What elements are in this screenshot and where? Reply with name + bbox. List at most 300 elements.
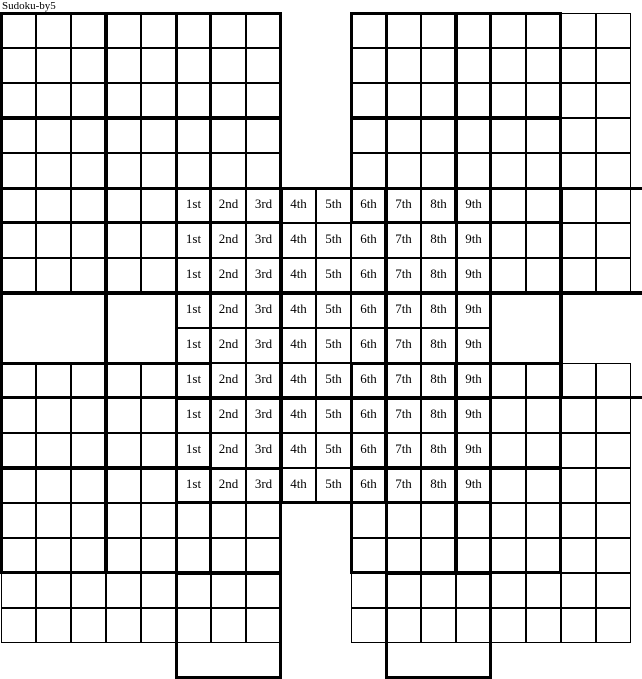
grid-cell[interactable]: [281, 258, 316, 293]
grid-cell[interactable]: [491, 468, 526, 503]
grid-cell[interactable]: [176, 468, 211, 503]
grid-cell[interactable]: [71, 83, 106, 118]
grid-cell[interactable]: [456, 118, 491, 153]
grid-cell[interactable]: [1, 118, 36, 153]
grid-cell[interactable]: [211, 328, 246, 363]
grid-cell[interactable]: [281, 363, 316, 398]
grid-cell[interactable]: [176, 363, 211, 398]
grid-cell[interactable]: [106, 608, 141, 643]
grid-cell[interactable]: [596, 363, 631, 398]
cell-label: 7th: [395, 301, 412, 316]
grid-cell[interactable]: [561, 573, 596, 608]
grid-cell[interactable]: [106, 503, 141, 538]
grid-cell[interactable]: [246, 48, 281, 83]
grid-cell[interactable]: [246, 13, 281, 48]
grid-cell[interactable]: [106, 258, 141, 293]
grid-cell[interactable]: [1, 468, 36, 503]
grid-cell[interactable]: [491, 223, 526, 258]
grid-cell[interactable]: [246, 293, 281, 328]
grid-cell[interactable]: [386, 48, 421, 83]
grid-cell[interactable]: [1, 48, 36, 83]
grid-cell[interactable]: [246, 153, 281, 188]
cell-label: 9th: [465, 371, 482, 386]
grid-cell[interactable]: [386, 188, 421, 223]
cell-label: 1st: [185, 371, 202, 386]
grid-cell[interactable]: [106, 13, 141, 48]
grid-cell[interactable]: [386, 223, 421, 258]
grid-cell[interactable]: [246, 608, 281, 643]
grid-cell[interactable]: [351, 13, 386, 48]
grid-cell[interactable]: [141, 153, 176, 188]
grid-cell[interactable]: [421, 83, 456, 118]
grid-cell[interactable]: [351, 118, 386, 153]
grid-cell[interactable]: [561, 118, 596, 153]
grid-cell[interactable]: [141, 363, 176, 398]
grid-cell[interactable]: [246, 328, 281, 363]
grid-cell[interactable]: [386, 328, 421, 363]
grid-cell[interactable]: [351, 328, 386, 363]
grid-cell[interactable]: [351, 538, 386, 573]
grid-cell[interactable]: [211, 153, 246, 188]
grid-cell[interactable]: [351, 468, 386, 503]
grid-cell[interactable]: [491, 83, 526, 118]
grid-cell[interactable]: [281, 223, 316, 258]
grid-cell[interactable]: [71, 573, 106, 608]
grid-cell[interactable]: [246, 83, 281, 118]
grid-cell[interactable]: [526, 608, 561, 643]
grid-cell[interactable]: [36, 13, 71, 48]
grid-cell[interactable]: [141, 538, 176, 573]
grid-cell[interactable]: [421, 503, 456, 538]
grid-cell[interactable]: [36, 538, 71, 573]
grid-cell[interactable]: [141, 503, 176, 538]
grid-cell[interactable]: [1, 503, 36, 538]
grid-cell[interactable]: [596, 118, 631, 153]
grid-cell[interactable]: [176, 48, 211, 83]
grid-cell[interactable]: [246, 223, 281, 258]
grid-cell[interactable]: [526, 468, 561, 503]
grid-cell[interactable]: [211, 293, 246, 328]
grid-cell[interactable]: [491, 188, 526, 223]
grid-cell[interactable]: [456, 608, 491, 643]
grid-cell[interactable]: [176, 118, 211, 153]
grid-cell[interactable]: [1, 83, 36, 118]
grid-cell[interactable]: [246, 258, 281, 293]
grid-cell[interactable]: [491, 538, 526, 573]
grid-cell[interactable]: [456, 503, 491, 538]
grid-cell[interactable]: [561, 48, 596, 83]
grid-cell[interactable]: [351, 223, 386, 258]
grid-cell[interactable]: [211, 363, 246, 398]
grid-cell[interactable]: [281, 468, 316, 503]
grid-cell[interactable]: [211, 398, 246, 433]
grid-cell[interactable]: [421, 398, 456, 433]
grid-cell[interactable]: [526, 118, 561, 153]
grid-cell[interactable]: [1, 608, 36, 643]
grid-cell[interactable]: [246, 118, 281, 153]
grid-cell[interactable]: [281, 328, 316, 363]
grid-cell[interactable]: [456, 573, 491, 608]
grid-cell[interactable]: [386, 13, 421, 48]
grid-cell[interactable]: [386, 398, 421, 433]
grid-cell[interactable]: [106, 538, 141, 573]
grid-cell[interactable]: [36, 188, 71, 223]
grid-cell[interactable]: [456, 188, 491, 223]
grid-cell[interactable]: [71, 13, 106, 48]
grid-cell[interactable]: [421, 188, 456, 223]
grid-cell[interactable]: [141, 573, 176, 608]
grid-cell[interactable]: [561, 433, 596, 468]
grid-cell[interactable]: [246, 363, 281, 398]
grid-cell[interactable]: [211, 468, 246, 503]
grid-cell[interactable]: [351, 293, 386, 328]
grid-cell[interactable]: [176, 503, 211, 538]
grid-cell[interactable]: [456, 293, 491, 328]
cell-label: 8th: [430, 476, 447, 491]
grid-cell[interactable]: [421, 293, 456, 328]
grid-cell[interactable]: [1, 573, 36, 608]
grid-cell[interactable]: [456, 13, 491, 48]
grid-cell[interactable]: [106, 223, 141, 258]
grid-cell[interactable]: [106, 153, 141, 188]
grid-cell[interactable]: [1, 223, 36, 258]
grid-cell[interactable]: [211, 573, 246, 608]
grid-cell[interactable]: [71, 468, 106, 503]
grid-cell[interactable]: [386, 153, 421, 188]
grid-cell[interactable]: [491, 398, 526, 433]
grid-cell[interactable]: [176, 573, 211, 608]
grid-cell[interactable]: [421, 223, 456, 258]
grid-cell[interactable]: [36, 468, 71, 503]
grid-cell[interactable]: [456, 153, 491, 188]
grid-cell[interactable]: [351, 503, 386, 538]
grid-cell[interactable]: [246, 538, 281, 573]
grid-cell[interactable]: [316, 258, 351, 293]
grid-cell[interactable]: [71, 188, 106, 223]
grid-cell[interactable]: [316, 433, 351, 468]
cell-label: 2nd: [218, 196, 239, 211]
grid-cell[interactable]: [351, 573, 386, 608]
grid-cell[interactable]: [106, 433, 141, 468]
grid-cell[interactable]: [456, 363, 491, 398]
grid-cell[interactable]: [351, 258, 386, 293]
grid-cell[interactable]: [386, 503, 421, 538]
grid-cell[interactable]: [141, 118, 176, 153]
grid-cell[interactable]: [561, 13, 596, 48]
grid-cell[interactable]: [141, 398, 176, 433]
grid-cell[interactable]: [176, 83, 211, 118]
grid-cell[interactable]: [71, 223, 106, 258]
grid-cell[interactable]: [211, 503, 246, 538]
grid-cell[interactable]: [526, 223, 561, 258]
grid-cell[interactable]: [106, 83, 141, 118]
grid-cell[interactable]: [491, 153, 526, 188]
grid-cell[interactable]: [71, 608, 106, 643]
grid-cell[interactable]: [351, 608, 386, 643]
grid-cell[interactable]: [211, 188, 246, 223]
grid-cell[interactable]: [246, 468, 281, 503]
grid-cell[interactable]: [351, 433, 386, 468]
grid-cell[interactable]: [36, 503, 71, 538]
grid-cell[interactable]: [246, 398, 281, 433]
grid-cell[interactable]: [456, 258, 491, 293]
grid-cell[interactable]: [456, 48, 491, 83]
grid-cell[interactable]: [106, 118, 141, 153]
grid-cell[interactable]: [211, 48, 246, 83]
grid-cell[interactable]: [316, 293, 351, 328]
grid-cell[interactable]: [351, 153, 386, 188]
grid-cell[interactable]: [36, 608, 71, 643]
grid-cell[interactable]: [386, 363, 421, 398]
grid-cell[interactable]: [421, 48, 456, 83]
grid-cell[interactable]: [71, 363, 106, 398]
cell-label: 5th: [325, 371, 342, 386]
grid-cell[interactable]: [596, 503, 631, 538]
grid-cell[interactable]: [281, 188, 316, 223]
grid-cell[interactable]: [491, 608, 526, 643]
grid-cell[interactable]: [141, 433, 176, 468]
cell-label: 1st: [185, 441, 202, 456]
grid-cell[interactable]: [71, 398, 106, 433]
grid-cell[interactable]: [596, 608, 631, 643]
grid-cell[interactable]: [526, 258, 561, 293]
grid-cell[interactable]: [1, 538, 36, 573]
grid-cell[interactable]: [596, 153, 631, 188]
grid-cell[interactable]: [281, 293, 316, 328]
grid-cell[interactable]: [456, 468, 491, 503]
grid-cell[interactable]: [526, 48, 561, 83]
grid-cell[interactable]: [36, 118, 71, 153]
grid-cell[interactable]: [456, 538, 491, 573]
grid-cell[interactable]: [526, 538, 561, 573]
grid-cell[interactable]: [211, 13, 246, 48]
grid-cell[interactable]: [421, 608, 456, 643]
grid-cell[interactable]: [596, 398, 631, 433]
grid-cell[interactable]: [36, 83, 71, 118]
grid-cell[interactable]: [176, 328, 211, 363]
grid-cell[interactable]: [526, 573, 561, 608]
grid-cell[interactable]: [491, 433, 526, 468]
grid-cell[interactable]: [596, 538, 631, 573]
grid-cell[interactable]: [211, 538, 246, 573]
grid-cell[interactable]: [141, 258, 176, 293]
grid-cell[interactable]: [246, 573, 281, 608]
grid-cell[interactable]: [526, 153, 561, 188]
grid-cell[interactable]: [106, 398, 141, 433]
grid-cell[interactable]: [421, 258, 456, 293]
grid-cell[interactable]: [281, 398, 316, 433]
grid-cell[interactable]: [316, 468, 351, 503]
grid-cell[interactable]: [596, 223, 631, 258]
grid-cell[interactable]: [36, 223, 71, 258]
grid-cell[interactable]: [491, 258, 526, 293]
grid-cell[interactable]: [421, 328, 456, 363]
grid-cell[interactable]: [386, 118, 421, 153]
grid-cell[interactable]: [491, 48, 526, 83]
grid-cell[interactable]: [36, 573, 71, 608]
grid-cell[interactable]: [246, 188, 281, 223]
cell-label: 1st: [185, 406, 202, 421]
grid-cell[interactable]: [421, 363, 456, 398]
grid-cell[interactable]: [456, 328, 491, 363]
grid-cell[interactable]: [106, 48, 141, 83]
cell-label: 9th: [465, 196, 482, 211]
grid-cell[interactable]: [351, 363, 386, 398]
grid-cell[interactable]: [526, 503, 561, 538]
grid-cell[interactable]: [316, 328, 351, 363]
grid-cell[interactable]: [596, 48, 631, 83]
grid-cell[interactable]: [1, 258, 36, 293]
grid-cell[interactable]: [176, 188, 211, 223]
grid-cell[interactable]: [561, 398, 596, 433]
grid-cell[interactable]: [1, 188, 36, 223]
grid-cell[interactable]: [71, 48, 106, 83]
grid-cell[interactable]: [141, 608, 176, 643]
grid-cell[interactable]: [316, 363, 351, 398]
grid-cell[interactable]: [71, 503, 106, 538]
grid-cell[interactable]: [561, 188, 596, 223]
grid-cell[interactable]: [526, 398, 561, 433]
grid-cell[interactable]: [71, 433, 106, 468]
grid-cell[interactable]: [386, 608, 421, 643]
grid-cell[interactable]: [351, 48, 386, 83]
grid-cell[interactable]: [246, 433, 281, 468]
grid-cell[interactable]: [106, 188, 141, 223]
grid-cell[interactable]: [526, 83, 561, 118]
grid-cell[interactable]: [36, 433, 71, 468]
grid-cell[interactable]: [211, 608, 246, 643]
grid-cell[interactable]: [36, 48, 71, 83]
grid-cell[interactable]: [176, 153, 211, 188]
grid-cell[interactable]: [491, 13, 526, 48]
grid-cell[interactable]: [386, 83, 421, 118]
grid-cell[interactable]: [491, 118, 526, 153]
grid-cell[interactable]: [141, 48, 176, 83]
grid-cell[interactable]: [211, 118, 246, 153]
grid-cell[interactable]: [1, 153, 36, 188]
grid-cell[interactable]: [71, 258, 106, 293]
grid-cell[interactable]: [561, 363, 596, 398]
grid-cell[interactable]: [421, 573, 456, 608]
grid-cell[interactable]: [1, 13, 36, 48]
grid-cell[interactable]: [141, 13, 176, 48]
grid-cell[interactable]: [211, 433, 246, 468]
grid-cell[interactable]: [106, 573, 141, 608]
grid-cell[interactable]: [36, 258, 71, 293]
grid-cell[interactable]: [106, 363, 141, 398]
grid-cell[interactable]: [561, 503, 596, 538]
cell-label: 2nd: [218, 371, 239, 386]
grid-cell[interactable]: [141, 83, 176, 118]
grid-cell[interactable]: [596, 83, 631, 118]
grid-cell[interactable]: [561, 223, 596, 258]
grid-cell[interactable]: [526, 363, 561, 398]
grid-cell[interactable]: [526, 433, 561, 468]
grid-cell[interactable]: [491, 573, 526, 608]
grid-cell[interactable]: [351, 398, 386, 433]
grid-cell[interactable]: [421, 468, 456, 503]
grid-cell[interactable]: [561, 83, 596, 118]
grid-cell[interactable]: [386, 258, 421, 293]
grid-cell[interactable]: [561, 608, 596, 643]
grid-cell[interactable]: [491, 503, 526, 538]
grid-cell[interactable]: [561, 468, 596, 503]
grid-cell[interactable]: [316, 223, 351, 258]
grid-cell[interactable]: [386, 573, 421, 608]
grid-cell[interactable]: [561, 538, 596, 573]
grid-cell[interactable]: [176, 293, 211, 328]
grid-cell[interactable]: [456, 433, 491, 468]
grid-cell[interactable]: [526, 13, 561, 48]
grid-cell[interactable]: [176, 258, 211, 293]
grid-cell[interactable]: [596, 258, 631, 293]
grid-cell[interactable]: [316, 188, 351, 223]
grid-cell[interactable]: [36, 398, 71, 433]
grid-cell[interactable]: [211, 258, 246, 293]
grid-cell[interactable]: [176, 398, 211, 433]
grid-cell[interactable]: [71, 153, 106, 188]
grid-cell[interactable]: [526, 188, 561, 223]
grid-cell[interactable]: [1, 363, 36, 398]
grid-cell[interactable]: [421, 118, 456, 153]
grid-cell[interactable]: [561, 258, 596, 293]
grid-cell[interactable]: [211, 223, 246, 258]
grid-cell[interactable]: [351, 83, 386, 118]
grid-cell[interactable]: [1, 433, 36, 468]
grid-cell[interactable]: [596, 468, 631, 503]
grid-cell[interactable]: [456, 223, 491, 258]
grid-cell[interactable]: [421, 433, 456, 468]
grid-cell[interactable]: [176, 13, 211, 48]
grid-cell[interactable]: [596, 13, 631, 48]
grid-cell[interactable]: [281, 433, 316, 468]
grid-cell[interactable]: [386, 468, 421, 503]
grid-cell[interactable]: [421, 538, 456, 573]
grid-cell[interactable]: [176, 433, 211, 468]
grid-cell[interactable]: [421, 13, 456, 48]
grid-cell[interactable]: [386, 538, 421, 573]
grid-cell[interactable]: [176, 608, 211, 643]
grid-cell[interactable]: [456, 83, 491, 118]
grid-cell[interactable]: [71, 118, 106, 153]
grid-cell[interactable]: [71, 538, 106, 573]
grid-cell[interactable]: [141, 468, 176, 503]
grid-cell[interactable]: [246, 503, 281, 538]
cell-label: 5th: [325, 441, 342, 456]
grid-cell[interactable]: [36, 153, 71, 188]
grid-cell[interactable]: [106, 468, 141, 503]
grid-cell[interactable]: [456, 398, 491, 433]
grid-cell[interactable]: [141, 223, 176, 258]
grid-cell[interactable]: [596, 433, 631, 468]
grid-cell[interactable]: [386, 433, 421, 468]
grid-cell[interactable]: [491, 363, 526, 398]
grid-cell[interactable]: [351, 188, 386, 223]
grid-cell[interactable]: [561, 153, 596, 188]
grid-cell[interactable]: [176, 538, 211, 573]
grid-cell[interactable]: [596, 573, 631, 608]
grid-cell[interactable]: [316, 398, 351, 433]
grid-cell[interactable]: [386, 293, 421, 328]
grid-cell[interactable]: [141, 188, 176, 223]
cell-label: 8th: [430, 371, 447, 386]
grid-cell[interactable]: [176, 223, 211, 258]
grid-cell[interactable]: [596, 188, 631, 223]
grid-cell[interactable]: [421, 153, 456, 188]
grid-cell[interactable]: [36, 363, 71, 398]
grid-cell[interactable]: [211, 83, 246, 118]
grid-cell[interactable]: [1, 398, 36, 433]
